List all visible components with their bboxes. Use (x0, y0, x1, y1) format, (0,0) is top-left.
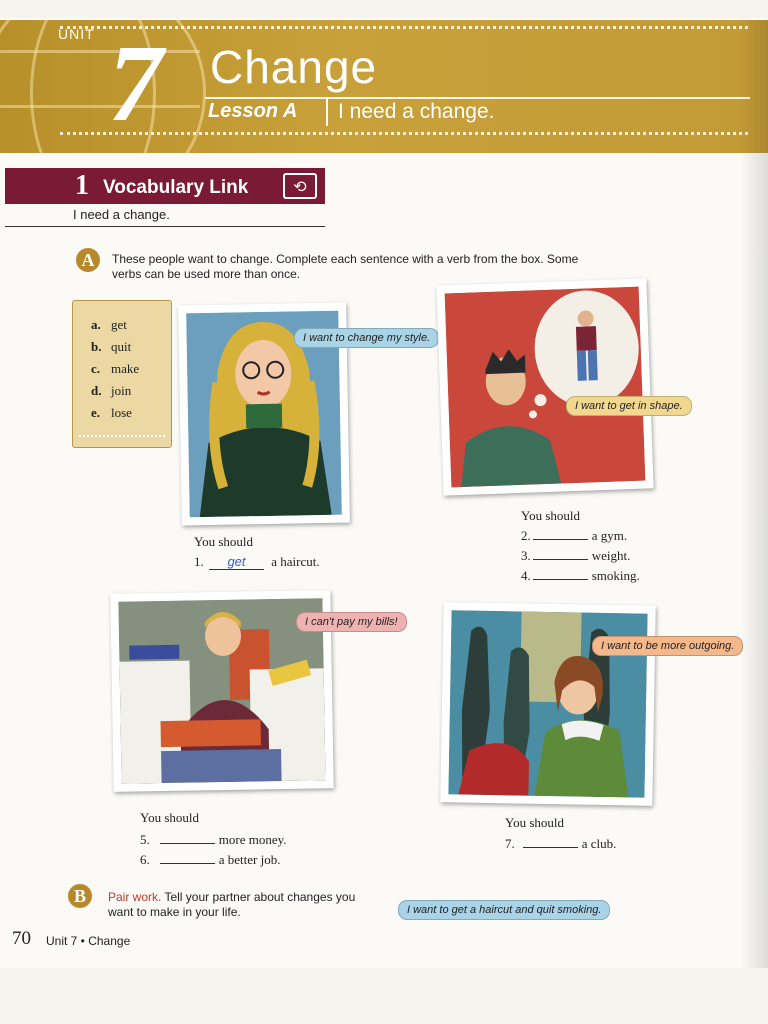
pair-work-label: Pair work. (108, 890, 162, 904)
sentence-text: a better job. (218, 852, 281, 867)
illustration-man-thinking (436, 278, 653, 495)
bills-illustration (118, 598, 325, 784)
sentence-7 (505, 836, 616, 852)
item-number: 6. (140, 852, 150, 867)
exercise-a-instruction: These people want to change. Complete each sentence with a verb from the box. Some verbs can be used more than once. (112, 252, 579, 281)
sentence-text: a club. (581, 836, 617, 851)
answer-blank-2[interactable] (533, 529, 588, 540)
illustration-image (445, 287, 646, 488)
word-text: get (111, 317, 127, 332)
lesson-separator (326, 98, 328, 126)
you-should-label: You should (521, 508, 581, 523)
speech-bubble-bills: I can't pay my bills! (296, 612, 407, 632)
section-header (5, 168, 325, 204)
unit-title: Change (210, 41, 378, 93)
sentence-text: a gym. (591, 528, 628, 543)
word-box-item (91, 405, 171, 427)
exercise-b-badge: B (68, 884, 92, 908)
sentence-text: a haircut. (271, 554, 320, 569)
word-text: quit (111, 339, 132, 354)
word-box-item (91, 317, 171, 339)
page-fold-shadow (740, 20, 768, 968)
you-should-label: You should (140, 810, 200, 825)
word-box-item (91, 361, 171, 383)
word-letter: d. (91, 383, 102, 398)
lesson-title: I need a change. (338, 100, 495, 123)
word-letter: c. (91, 361, 101, 376)
unit-number: 7 (97, 22, 174, 144)
illustration-image (118, 598, 325, 784)
textbook-page (0, 18, 768, 968)
answer-blank-7[interactable] (523, 837, 578, 848)
item-number: 4. (521, 568, 531, 583)
item-number: 1. (194, 554, 204, 569)
lesson-rule (205, 97, 750, 99)
speech-bubble-style: I want to change my style. (294, 328, 439, 348)
sentence-5 (140, 832, 287, 848)
sentence-text: more money. (218, 832, 287, 847)
you-should-label: You should (505, 815, 565, 830)
answer-blank-3[interactable] (533, 549, 588, 560)
vocabulary-link-icon: ⟲ (283, 173, 317, 199)
answer-blank-5[interactable] (160, 833, 215, 844)
word-letter: b. (91, 339, 102, 354)
unit-label: UNIT (58, 26, 95, 42)
sentence-text: smoking. (591, 568, 640, 583)
section-subtitle: I need a change. (73, 207, 170, 222)
sentence-6 (140, 852, 280, 868)
sentence-1 (194, 554, 320, 570)
answer-1: get (209, 554, 264, 570)
word-text: join (111, 383, 132, 398)
word-box (72, 300, 172, 448)
answer-blank-4[interactable] (533, 569, 588, 580)
you-should-label: You should (194, 534, 254, 549)
word-letter: e. (91, 405, 101, 420)
exercise-a-badge: A (76, 248, 100, 272)
section-title: Vocabulary Link (103, 177, 249, 198)
word-box-item (91, 383, 171, 405)
item-number: 3. (521, 548, 531, 563)
item-number: 7. (505, 836, 515, 851)
sentence-text: weight. (591, 548, 631, 563)
globe-latitude (0, 50, 200, 53)
thought-bubble-shape: I want to get in shape. (566, 396, 692, 416)
item-number: 5. (140, 832, 150, 847)
item-number: 2. (521, 528, 531, 543)
lesson-label: Lesson A (208, 100, 298, 122)
answer-blank-6[interactable] (160, 853, 215, 864)
unit-banner (0, 20, 768, 153)
divider (5, 226, 325, 227)
word-letter: a. (91, 317, 101, 332)
word-text: make (111, 361, 140, 376)
dotted-border (79, 435, 165, 437)
word-text: lose (111, 405, 132, 420)
footer-text: Unit 7 • Change (46, 934, 131, 948)
speech-bubble-outgoing: I want to be more outgoing. (592, 636, 743, 656)
dotted-border-bottom (60, 132, 748, 135)
page-number: 70 (12, 928, 31, 949)
exercise-b-instruction (108, 890, 378, 920)
sentence-2 (521, 528, 627, 544)
sentence-3 (521, 548, 630, 564)
globe-latitude (0, 105, 200, 108)
section-number: 1 (75, 170, 89, 201)
sentence-4 (521, 568, 640, 584)
exercise-b-text: Tell your partner about changes you want to make in your life. (108, 890, 356, 919)
word-box-item (91, 339, 171, 361)
speech-bubble-example: I want to get a haircut and quit smoking. (398, 900, 610, 920)
illustration-shy-woman (440, 602, 655, 806)
man-thinking-illustration (445, 287, 646, 488)
